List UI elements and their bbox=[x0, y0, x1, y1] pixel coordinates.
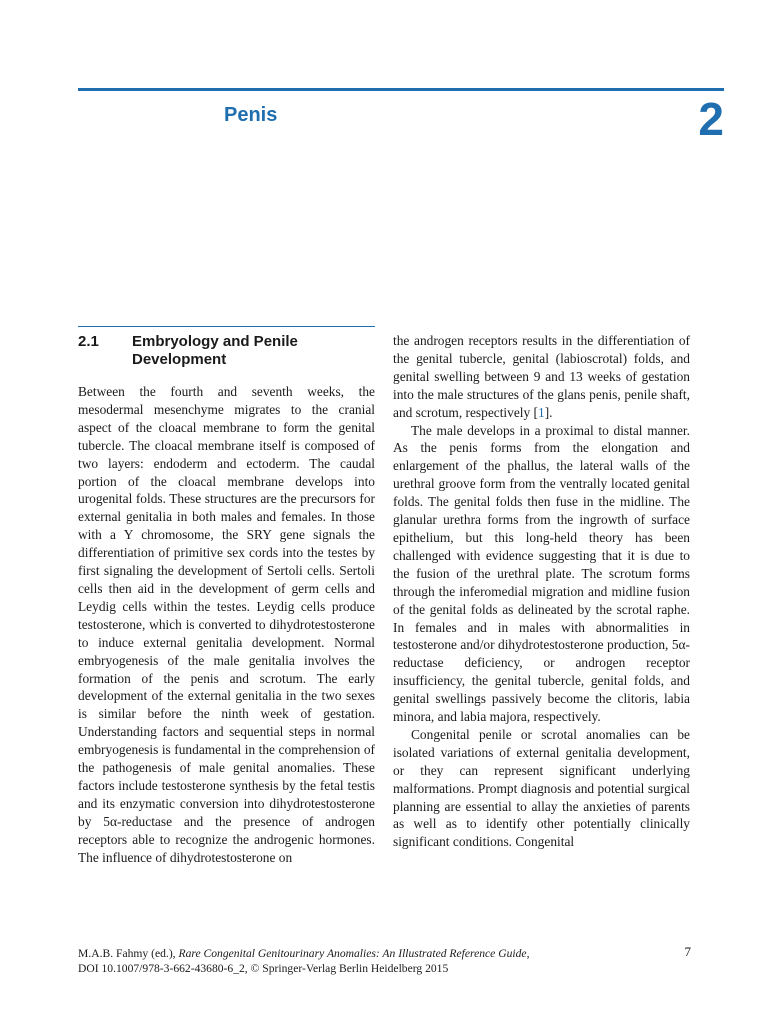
chapter-top-rule bbox=[78, 88, 724, 91]
left-column bbox=[78, 326, 375, 866]
section-rule bbox=[78, 326, 375, 327]
paragraph-text-end: ]. bbox=[544, 404, 553, 420]
paragraph-text: the androgen receptors results in the differentiation of the genital tubercle, genital (labioscrotal) folds, and genital swelling between 9 and 13 weeks of gestation into the male structures of the glans penis, penile shaft, and scrotum, respectively [ bbox=[393, 333, 690, 420]
paragraph: Congenital penile or scrotal anomalies can be isolated variations of external genitalia development, or they can represent significant underlying malformations. Prompt diagnosis and potential surgical planning are essential to allay the anxieties of parents as well as to identify other potentially clinically significant conditions. Congenital bbox=[393, 726, 690, 850]
section-heading bbox=[78, 333, 375, 369]
footer-citation bbox=[78, 946, 529, 976]
footer-book-title: Rare Congenital Genitourinary Anomalies: An Illustrated Reference Guide bbox=[178, 947, 527, 960]
footer-editor: M.A.B. Fahmy (ed.), bbox=[78, 947, 179, 960]
chapter-number: 2 bbox=[698, 93, 724, 145]
page-number: 7 bbox=[684, 944, 691, 959]
chapter-title: Penis bbox=[224, 104, 278, 126]
section-number: 2.1 bbox=[78, 333, 99, 350]
paragraph bbox=[393, 332, 690, 422]
footer-doi: DOI 10.1007/978-3-662-43680-6_2, © Springer-Verlag Berlin Heidelberg 2015 bbox=[78, 962, 449, 975]
section-title: Embryology and Penile Development bbox=[132, 333, 298, 368]
citation-link[interactable]: 1 bbox=[538, 404, 545, 420]
right-column bbox=[393, 332, 690, 851]
footer-comma: , bbox=[526, 947, 530, 960]
paragraph: The male develops in a proximal to distal manner. As the penis forms from the elongation and enlargement of the phallus, the lateral walls of the urethral groove form from the ventrally located genital folds. The genital folds then fuse in the midline. The glanular urethra forms from the ingrowth of surface epithelium, but this long-held theory has been challenged with evidence suggesting that it is due to the fusion of the urethral plate. The scrotum forms through the inferomedial migration and midline fusion of the genital folds as delineated by the scrotal raphe. In females and in males with abnormalities in testosterone and/or dihydrotestosterone production, 5α-reductase deficiency, or androgen receptor insufficiency, the genital tubercle, genital folds, and genital swellings passively become the clitoris, labia minora, and labia majora, respectively. bbox=[393, 422, 690, 725]
paragraph: Between the fourth and seventh weeks, the mesodermal mesenchyme migrates to the cranial aspect of the cloacal membrane to form the genital tubercle. The cloacal membrane itself is composed of two layers: endoderm and ectoderm. The caudal portion of the cloacal membrane develops into urogenital folds. These structures are the precursors for external genitalia in both males and females. In those with a Y chromosome, the SRY gene signals the differentiation of primitive sex cords into the testes by first signaling the development of Sertoli cells. Sertoli cells then aid in the development of germ cells and Leydig cells within the testes. Leydig cells produce testosterone, which is converted to dihydrotestosterone to induce external genitalia development. Normal embryogenesis of the male genitalia involves the formation of the penis and scrotum. The early development of the external genitalia in the two sexes is similar before the ninth week of gestation. Understanding factors and sequential steps in normal embryogenesis is fundamental in the comprehension of the pathogenesis of male genital anomalies. These factors include testosterone synthesis by the fetal testis and its enzymatic conversion into dihydrotestosterone by 5α-reductase and the presence of androgen receptors able to recognize the androgenic hormones. The influence of dihydrotestosterone on bbox=[78, 384, 375, 865]
